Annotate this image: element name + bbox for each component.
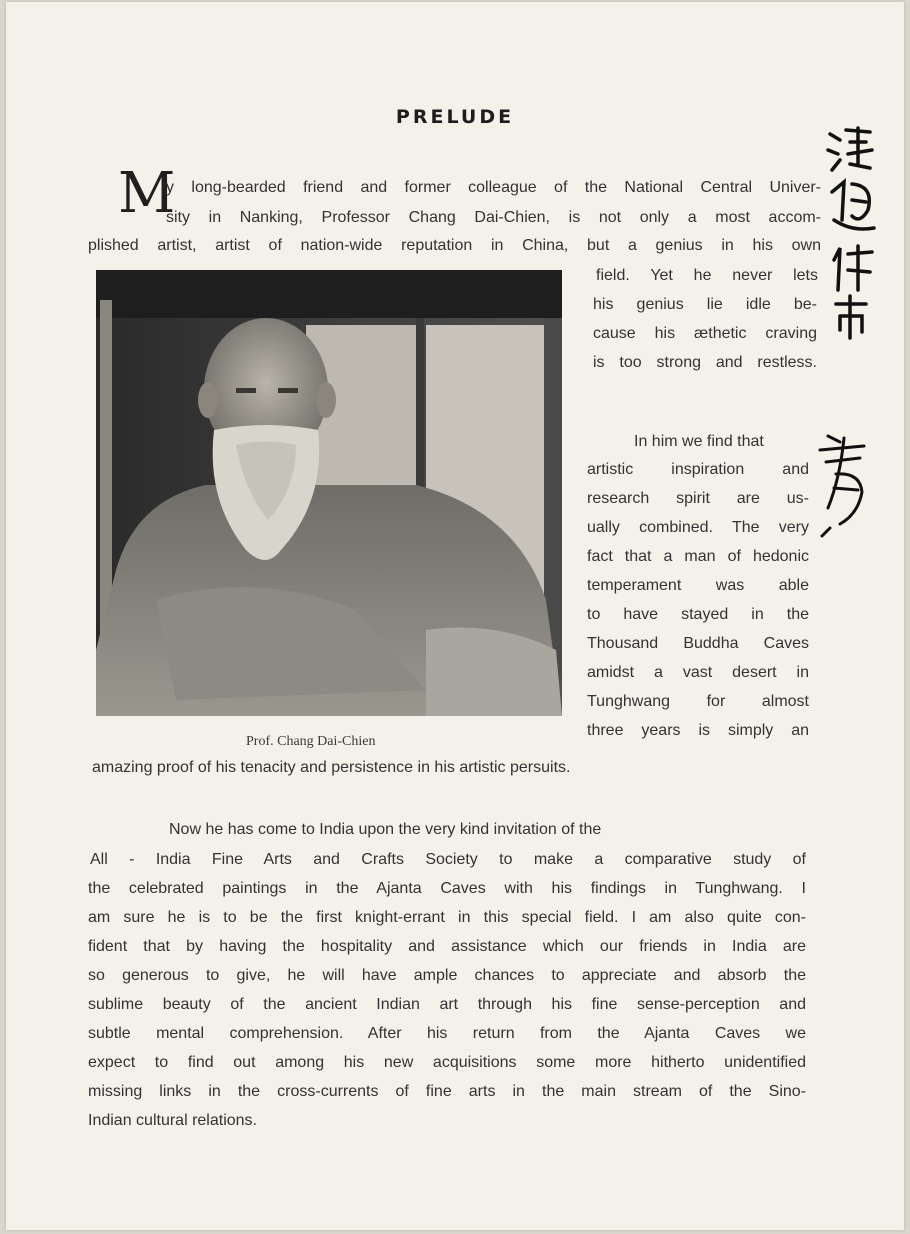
para2-line-10: Tunghwang for almost (587, 693, 809, 710)
para1-line-7: is too strong and restless. (593, 354, 817, 371)
document-page (6, 2, 904, 1230)
para2-line-12: amazing proof of his tenacity and persistence in his artistic persuits. (92, 759, 571, 776)
para1-line-4: field. Yet he never lets (596, 267, 818, 284)
signature-seal (810, 428, 876, 540)
photo-caption: Prof. Chang Dai-Chien (246, 734, 376, 749)
para1-line-5: his genius lie idle be- (593, 296, 817, 313)
para3-line-11: Indian cultural relations. (88, 1112, 257, 1129)
para2-line-9: amidst a vast desert in (587, 664, 809, 681)
para3-line-4: am sure he is to be the first knight-errant in this special field. I am also quite con- (88, 909, 806, 926)
para3-line-5: fident that by having the hospitality and assistance which our friends in India are (88, 938, 806, 955)
para2-line-5: fact that a man of hedonic (587, 548, 809, 565)
para3-line-6: so generous to give, he will have ample chances to appreciate and absorb the (88, 967, 806, 984)
para2-line-1: In him we find that (634, 433, 764, 450)
para3-line-2: All - India Fine Arts and Crafts Society to make a comparative study of (90, 851, 806, 868)
para1-line-3: plished artist, artist of nation-wide reputation in China, but a genius in his own (88, 237, 821, 254)
para2-line-8: Thousand Buddha Caves (587, 635, 809, 652)
para2-line-7: to have stayed in the (587, 606, 809, 623)
page-title: PRELUDE (395, 106, 515, 128)
para3-line-1: Now he has come to India upon the very kind invitation of the (169, 821, 602, 838)
para3-line-7: sublime beauty of the ancient Indian art through his fine sense-perception and (88, 996, 806, 1013)
para3-line-8: subtle mental comprehension. After his return from the Ajanta Caves we (88, 1025, 806, 1042)
para3-line-9: expect to find out among his new acquisitions some more hitherto unidentified (88, 1054, 806, 1071)
portrait-photo (96, 270, 562, 716)
para3-line-10: missing links in the cross-currents of fine arts in the main stream of the Sino- (88, 1083, 806, 1100)
drop-cap: M (118, 161, 176, 226)
para1-line-2: sity in Nanking, Professor Chang Dai-Chien, is not only a most accom- (166, 209, 821, 226)
para2-line-6: temperament was able (587, 577, 809, 594)
para1-line-6: cause his æthetic craving (593, 325, 817, 342)
para1-line-1: y long-bearded friend and former colleague of the National Central Univer- (166, 179, 821, 196)
para2-line-3: research spirit are us- (587, 490, 809, 507)
para3-line-3: the celebrated paintings in the Ajanta Caves with his findings in Tunghwang. I (88, 880, 806, 897)
calligraphy-inscription (822, 120, 882, 350)
para2-line-2: artistic inspiration and (587, 461, 809, 478)
para2-line-4: ually combined. The very (587, 519, 809, 536)
para2-line-11: three years is simply an (587, 722, 809, 739)
